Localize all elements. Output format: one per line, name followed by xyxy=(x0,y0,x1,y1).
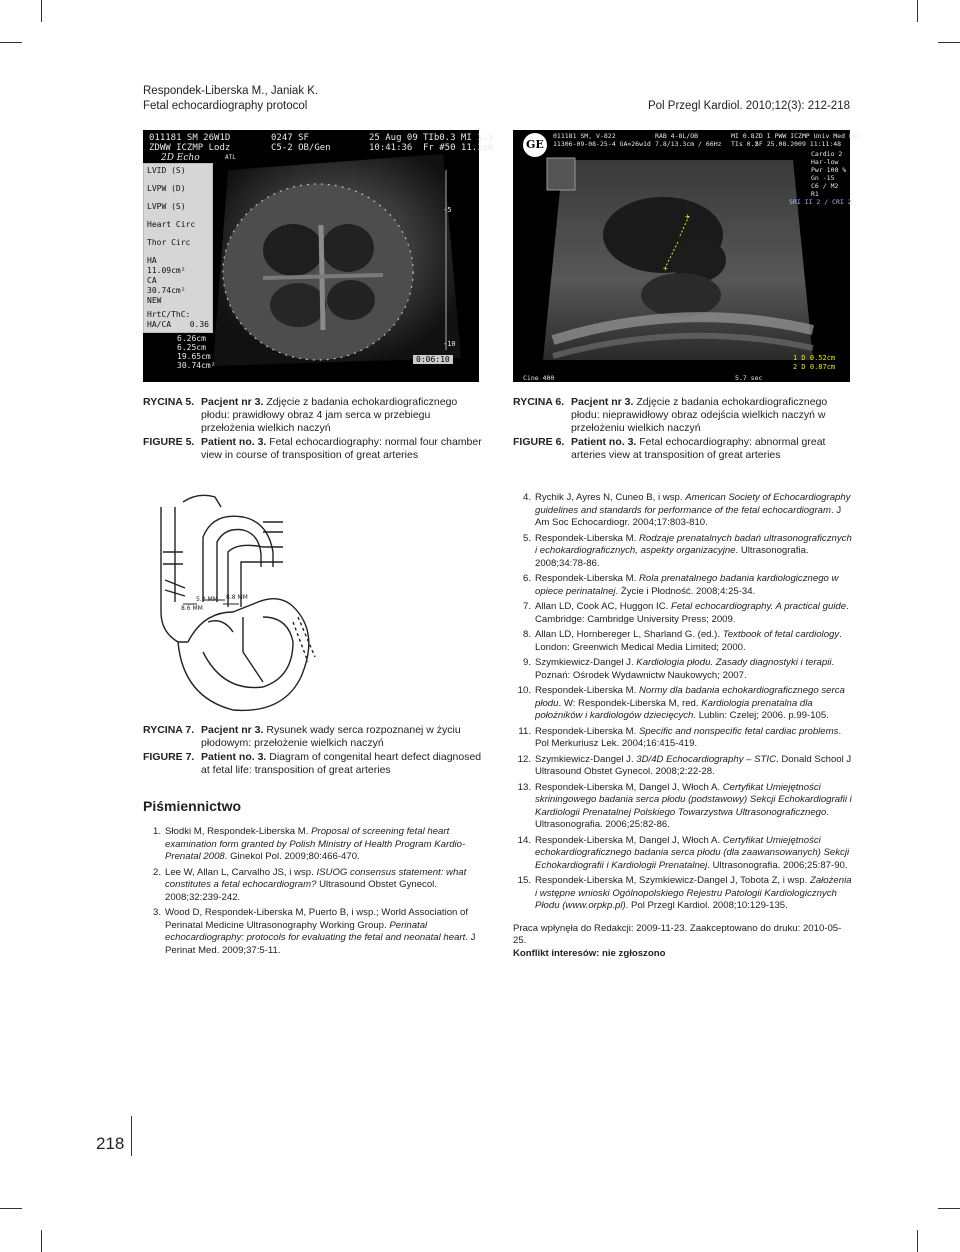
caption-bold: Patient no. 3. xyxy=(201,436,267,448)
panel-line: LVPW (S) xyxy=(147,202,186,211)
ref-number: 3. xyxy=(152,907,161,918)
ref-source: . Życie i Płodność. 2008;4:25-34. xyxy=(615,585,756,597)
caption-body: Fetal echocardiography: abnormal great arteries view at transposition of great arteries xyxy=(571,436,826,461)
ref-source: . Cambridge: Cambridge University Press; 2009. xyxy=(535,601,849,625)
conflict-of-interest: Konflikt interesów: nie zgłoszono xyxy=(513,947,666,959)
f5-timer: 0:06:10 xyxy=(413,355,453,364)
panel-line: LVID (S) xyxy=(147,166,186,175)
ref-title: Certyfikat Umiejętności echokardiograficznego badania serca płodu (dla zaawansowanych) Sekcji Echokardiografii i Kardiologii Prenatalnej xyxy=(535,834,850,871)
reference-item xyxy=(513,875,853,913)
ref-source: . J Perinat Med. 2009;37:5-11. xyxy=(165,932,476,956)
f5-row1-left: 011181 SM 26W1D xyxy=(149,133,231,143)
ref-source: . Ultrasonografia. 2006;25:87-90. xyxy=(707,859,848,871)
caption-bold: Pacjent nr 3. xyxy=(201,724,264,736)
ref-title: Rola prenatalnego badania kardiologicznego w opiece perinatalnej xyxy=(535,573,839,597)
f5-row2-left: ZDWW ICZMP Lodz xyxy=(149,143,231,153)
caption-label-pl: RYCINA 7. xyxy=(143,724,195,736)
header-authors: Respondek-Liberska M., Janiak K. xyxy=(143,85,319,97)
ref-title: Certyfikat Umiejętności skriningowego badania serca płodu (podstawowy) Sekcji Echokardiografii i Kardiologii Prenatalnej Polskiego Towarzystwa Ultrasonograficznego xyxy=(535,781,852,818)
ref-title: Kardiologia płodu. Zasady diagnostyki i terapii xyxy=(636,657,832,668)
f6-mi: MI 0.8 xyxy=(731,132,755,140)
caption-figure7 xyxy=(143,724,488,784)
f5-row1-mid: 0247 SF xyxy=(271,133,309,143)
ref-number: 4. xyxy=(522,492,531,503)
ref-source: . Ginekol Pol. 2009;80:466-470. xyxy=(224,851,360,862)
ref-number: 6. xyxy=(522,573,531,584)
panel-line: CA xyxy=(147,276,157,285)
figure5-ultrasound xyxy=(143,130,494,382)
crop-mark xyxy=(938,42,960,43)
diagram-label: 8.6 MM xyxy=(181,605,203,612)
ref-number: 2. xyxy=(152,866,161,878)
reference-item xyxy=(513,533,853,571)
panel-line: Thor Circ xyxy=(147,238,191,247)
diagram-label: 8.8 MM xyxy=(226,594,248,601)
panel-line xyxy=(147,320,209,330)
received-dates: Praca wpłynęła do Redakcji: 2009-11-23. Zaakceptowano do druku: 2010-05-25. xyxy=(513,922,842,946)
f6-setting: Gn -15 xyxy=(811,174,835,182)
ref-title-extra: Kardiologia prenatalna dla położników i kardiologów dziecięcych xyxy=(535,697,813,721)
section-title: Piśmiennictwo xyxy=(143,798,242,814)
caption-text-en xyxy=(571,436,858,462)
panel-ratio: 0.36 xyxy=(189,320,209,329)
f6-cine: Cine 400 xyxy=(523,374,555,382)
caption-body: Diagram of congenital heart defect diagnosed at fetal life: transposition of great arteries xyxy=(201,751,482,776)
panel-line: 11.09cm² xyxy=(147,266,186,275)
f5-atl: ATL xyxy=(225,154,236,161)
ref-authors: Rychik J, Ayres N, Cuneo B, i wsp. xyxy=(535,492,686,503)
caption-bold: Patient no. 3. xyxy=(201,751,267,763)
panel-line: Heart Circ xyxy=(147,220,196,229)
ref-source-extra: . Lublin: Czelej; 2006. p.99-105. xyxy=(693,710,829,721)
ref-title: Założenia i wstępne wnioski Ogólnopolskiego Rejestru Patologii Kardiologicznych Płodu (www.orpkp.pl) xyxy=(535,875,852,911)
caption-label-pl: RYCINA 6. xyxy=(513,396,565,408)
f6-measure-2: 2 D 0.87cm xyxy=(793,363,836,371)
ref-number: 11. xyxy=(518,725,531,737)
heart-diagram xyxy=(143,492,343,717)
ref-title: ISUOG consensus statement: what constitutes a fetal echocardiogram? xyxy=(165,866,467,890)
f6-setting: SRI II 2 / CRI 2 xyxy=(789,198,852,206)
ref-number: 5. xyxy=(522,532,531,544)
ref-authors: Respondek-Liberska M, Szymkiewicz-Dangel J, Tobota Z, i wsp. xyxy=(535,875,810,886)
ref-number: 1. xyxy=(152,826,161,837)
ref-authors: Allan LD, Hornbereger L, Sharland G. (ed.). xyxy=(535,629,723,640)
svg-text:+: + xyxy=(663,264,668,273)
ref-source: . J Am Soc Echocardiogr. 2004;17:803-810. xyxy=(535,504,842,528)
ref-title: Normy dla badania echokardiograficznego serca płodu xyxy=(535,685,845,709)
f6-setting: Har-low xyxy=(811,158,839,166)
ref-authors: Respondek-Liberska M, Dangel J, Włoch A. xyxy=(535,834,723,846)
ref-source: . Donald School J Ultrasound Obstet Gynecol. 2008;2:22-28. xyxy=(535,753,852,777)
crop-mark xyxy=(917,1230,918,1252)
f5-scale-5: -5 xyxy=(443,206,452,214)
f6-tis: TIs 0.2 xyxy=(731,140,759,148)
ref-title: Textbook of fetal cardiology xyxy=(722,629,840,640)
f6-top-left-2: 11306-09-08-25-4 GA=26w1d xyxy=(553,140,651,148)
ref-number: 12. xyxy=(517,753,531,765)
panel-line: LVPW (D) xyxy=(147,184,186,193)
panel-line: NEW xyxy=(147,296,162,305)
ref-source: . Ultrasonografia. 2008;34:78-86. xyxy=(535,545,809,569)
ref-source: . Pol Przegl Kardiol. 2008;10:129-135. xyxy=(625,900,788,911)
f5-row1-date: 25 Aug 09 xyxy=(369,133,418,143)
caption-body: Zdjęcie z badania echokardiograficznego płodu: nieprawidłowy obraz odejścia wielkich naczyń w przełożeniu wielkich naczyń xyxy=(571,396,828,434)
caption-text-pl xyxy=(201,724,488,750)
f6-setting: Pwr 100 % xyxy=(811,166,847,174)
f6-sec: 5.7 sec xyxy=(735,374,763,382)
f6-setting: Cardio 2 xyxy=(811,150,843,158)
caption-label-en: FIGURE 7. xyxy=(143,751,195,763)
ultrasound-scan-image xyxy=(513,130,850,382)
f6-top-left-1: 011181 SM, V-822 xyxy=(553,132,616,140)
ref-number: 10. xyxy=(517,685,531,696)
f5-scale-10: -10 xyxy=(443,340,456,348)
caption-figure6 xyxy=(513,396,858,466)
ref-authors: Szymkiewicz-Dangel J. xyxy=(535,753,637,765)
figure6-ultrasound xyxy=(513,130,861,382)
ref-authors: Respondek-Liberska M. xyxy=(535,532,639,544)
crop-mark xyxy=(917,0,918,22)
ref-number: 13. xyxy=(517,781,531,793)
f5-measure: 19.65cm xyxy=(177,352,211,361)
ref-title: 3D/4D Echocardiography – STIC xyxy=(636,753,777,765)
ref-title: Fetal echocardiography. A practical guide xyxy=(670,601,847,612)
reference-item xyxy=(513,835,853,873)
f5-row2-mid: C5-2 OB/Gen xyxy=(271,143,331,153)
ref-source: . W: Respondek-Liberska M, red. xyxy=(558,697,702,709)
ref-authors: Respondek-Liberska M. xyxy=(535,573,639,584)
references-left xyxy=(143,826,485,960)
f6-measure-1: 1 D 0.52cm xyxy=(793,354,836,362)
ref-authors: Allan LD, Cook AC, Huggon IC. xyxy=(535,601,671,612)
crop-mark xyxy=(938,1208,960,1209)
caption-body: Rysunek wady serca rozpoznanej w życiu płodowym: przełożenie wielkich naczyń xyxy=(201,724,461,749)
ref-title: Perinatal echocardiography: protocols for evaluating the fetal and neonatal heart xyxy=(165,919,466,943)
caption-bold: Pacjent nr 3. xyxy=(201,396,264,408)
caption-text-en xyxy=(201,751,488,777)
reference-item xyxy=(513,629,853,654)
f6-setting: R1 xyxy=(811,190,819,198)
ref-authors: Szymkiewicz-Dangel J. xyxy=(535,657,637,668)
header-title: Fetal echocardiography protocol xyxy=(143,100,308,112)
caption-text-pl xyxy=(571,396,858,435)
reference-item xyxy=(513,726,853,751)
caption-figure5 xyxy=(143,396,483,466)
caption-body: Zdjęcie z badania echokardiograficznego płodu: prawidłowy obraz 4 jam serca w przebiegu przełożenia wielkich naczyń xyxy=(201,396,458,434)
reference-item xyxy=(513,754,853,779)
ref-title: Rodzaje prenatalnych badań ultrasonograficznych i echokardiograficznych, aspekty organizacyjne xyxy=(535,532,852,556)
f5-measure: 6.25cm xyxy=(177,343,206,352)
caption-bold: Pacjent nr 3. xyxy=(571,396,634,408)
ref-source: . Pol Merkuriusz Lek. 2004;16:415-419. xyxy=(535,725,842,749)
caption-label-en: FIGURE 6. xyxy=(513,436,565,448)
ref-authors: Respondek-Liberska M. xyxy=(535,725,639,737)
crop-mark xyxy=(0,42,22,43)
reference-item xyxy=(143,826,485,864)
header-journal: Pol Przegl Kardiol. 2010;12(3): 212-218 xyxy=(647,100,850,112)
diagram-label: 5.8 MM xyxy=(196,596,218,603)
reference-item xyxy=(513,492,853,530)
reference-item xyxy=(513,782,853,832)
references-right xyxy=(513,492,853,960)
caption-bold: Patient no. 3. xyxy=(571,436,637,448)
ref-source: . Poznań: Ośrodek Wydawnictw Naukowych; 2007. xyxy=(535,657,835,681)
ref-source: . London: Greenwich Medical Media Limited; 2000. xyxy=(535,629,842,653)
f5-row1-right: TIb0.3 MI 1.1 xyxy=(423,133,494,143)
ref-authors: Słodki M, Respondek-Liberska M. xyxy=(165,826,312,837)
ref-title: Proposal of screening fetal heart examination form granted by Polish Ministry of Health Program Kardio-Prenatal 2008 xyxy=(165,826,466,862)
measurement-panel xyxy=(143,163,213,333)
ref-source: . Ultrasonografia. 2006;25:82-86. xyxy=(535,806,830,830)
f5-row2-time: 10:41:36 xyxy=(369,143,413,153)
f6-top-mid-1: RAB 4-8L/OB xyxy=(655,132,699,140)
ref-authors: Respondek-Liberska M, Dangel J, Włoch A. xyxy=(535,781,723,793)
ref-authors: Respondek-Liberska M. xyxy=(535,685,639,696)
ref-number: 14. xyxy=(517,834,531,846)
f6-top-right-2: SF 25.08.2009 11:11:48 xyxy=(755,140,842,148)
ref-authors: Lee W, Allan L, Carvalho JS, i wsp. xyxy=(165,866,317,878)
f5-mode: 2D Echo xyxy=(161,153,200,163)
panel-line: HA xyxy=(147,256,157,265)
reference-item xyxy=(513,601,853,626)
f5-row2-right: Fr #50 11.1cm xyxy=(423,143,494,153)
page-number-rule xyxy=(131,1116,132,1156)
crop-mark xyxy=(0,1208,22,1209)
caption-text-pl xyxy=(201,396,483,435)
page-number: 218 xyxy=(96,1134,125,1153)
f5-measure: 6.26cm xyxy=(177,334,206,343)
f5-measure: 30.74cm² xyxy=(177,361,216,370)
f6-top-right-1: ZD I PWW ICZMP Univ Med Lox xyxy=(755,132,861,140)
panel-ha-ca: HA/CA xyxy=(147,320,172,329)
reference-item xyxy=(143,907,485,957)
f6-setting: C6 / M2 xyxy=(811,182,839,190)
caption-body: Fetal echocardiography: normal four chamber view in course of transposition of great arteries xyxy=(201,436,482,461)
ref-title: American Society of Echocardiography guidelines and standards for performance of the fetal echocardiogram xyxy=(535,492,851,516)
ref-number: 8. xyxy=(522,629,531,640)
panel-line: 30.74cm² xyxy=(147,286,186,295)
f6-top-mid-2: 7.8/13.3cm / 66Hz xyxy=(655,140,722,148)
crop-mark xyxy=(41,1230,42,1252)
ref-authors: Wood D, Respondek-Liberska M, Puerto B, i wsp.; World Association of Perinatal Medicine Ultrasonography Working Group. xyxy=(165,907,469,931)
ref-number: 9. xyxy=(522,657,531,668)
reference-item xyxy=(513,573,853,598)
caption-text-en xyxy=(201,436,483,462)
reference-item xyxy=(513,685,853,723)
reference-item xyxy=(513,657,853,682)
ref-number: 7. xyxy=(522,601,531,612)
ref-number: 15. xyxy=(517,875,531,886)
svg-text:+: + xyxy=(685,212,690,221)
ref-title: Specific and nonspecific fetal cardiac problems xyxy=(638,725,839,737)
caption-label-en: FIGURE 5. xyxy=(143,436,195,448)
ref-source: Ultrasound Obstet Gynecol. 2008;32:239-242. xyxy=(165,879,437,903)
reference-item xyxy=(143,867,485,905)
ge-logo: GE xyxy=(526,138,544,151)
panel-line: HrtC/ThC: xyxy=(147,310,191,319)
caption-label-pl: RYCINA 5. xyxy=(143,396,195,408)
crop-mark xyxy=(41,0,42,22)
